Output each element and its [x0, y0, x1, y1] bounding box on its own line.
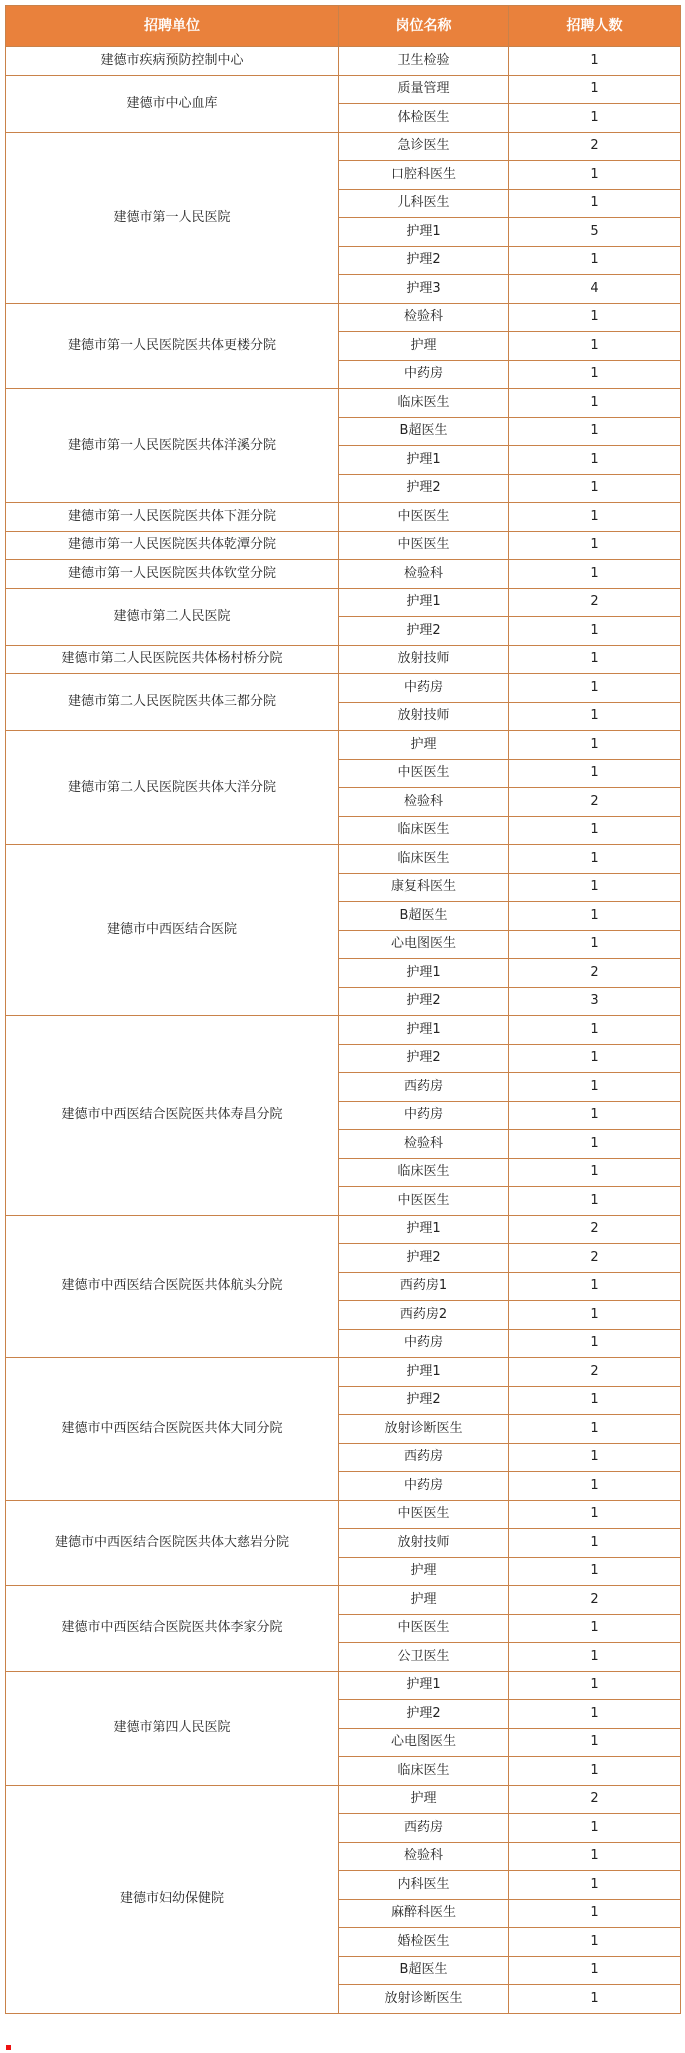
headcount-cell: 1	[509, 1614, 681, 1643]
position-name-cell: 西药房2	[339, 1301, 509, 1330]
position-name-cell: 临床医生	[339, 1158, 509, 1187]
headcount-cell: 1	[509, 1871, 681, 1900]
position-name-cell: 中药房	[339, 674, 509, 703]
position-name-cell: 口腔科医生	[339, 161, 509, 190]
headcount-cell: 1	[509, 1158, 681, 1187]
position-name-cell: 康复科医生	[339, 873, 509, 902]
unit-name-cell: 建德市中西医结合医院医共体大慈岩分院	[6, 1500, 339, 1586]
headcount-cell: 1	[509, 1073, 681, 1102]
headcount-cell: 1	[509, 360, 681, 389]
headcount-cell: 1	[509, 446, 681, 475]
table-row	[6, 1586, 681, 1615]
table-row	[6, 47, 681, 76]
table-row	[6, 303, 681, 332]
position-name-cell: 护理3	[339, 275, 509, 304]
headcount-cell: 2	[509, 1586, 681, 1615]
unit-name-cell: 建德市中心血库	[6, 75, 339, 132]
headcount-cell: 2	[509, 588, 681, 617]
headcount-cell: 1	[509, 1529, 681, 1558]
headcount-cell: 1	[509, 645, 681, 674]
table-row	[6, 531, 681, 560]
headcount-cell: 1	[509, 1500, 681, 1529]
headcount-cell: 1	[509, 1814, 681, 1843]
unit-name-cell: 建德市第四人民医院	[6, 1671, 339, 1785]
headcount-cell: 1	[509, 873, 681, 902]
position-name-cell: 护理1	[339, 1358, 509, 1387]
headcount-cell: 1	[509, 1044, 681, 1073]
headcount-cell: 1	[509, 1956, 681, 1985]
position-name-cell: 护理1	[339, 588, 509, 617]
table-row	[6, 389, 681, 418]
headcount-cell: 1	[509, 75, 681, 104]
unit-name-cell: 建德市中西医结合医院医共体大同分院	[6, 1358, 339, 1501]
position-name-cell: 放射技师	[339, 645, 509, 674]
position-name-cell: 护理2	[339, 1386, 509, 1415]
position-name-cell: 中医医生	[339, 759, 509, 788]
headcount-cell: 1	[509, 474, 681, 503]
unit-name-cell: 建德市第二人民医院	[6, 588, 339, 645]
headcount-cell: 2	[509, 1244, 681, 1273]
unit-name-cell: 建德市中西医结合医院医共体李家分院	[6, 1586, 339, 1672]
headcount-cell: 1	[509, 845, 681, 874]
headcount-cell: 1	[509, 560, 681, 589]
position-name-cell: B超医生	[339, 902, 509, 931]
position-name-cell: 护理2	[339, 1044, 509, 1073]
position-name-cell: 内科医生	[339, 1871, 509, 1900]
table-row	[6, 588, 681, 617]
headcount-cell: 1	[509, 503, 681, 532]
position-name-cell: 中医医生	[339, 503, 509, 532]
headcount-cell: 1	[509, 816, 681, 845]
headcount-cell: 1	[509, 1643, 681, 1672]
position-name-cell: 心电图医生	[339, 930, 509, 959]
table-row	[6, 1016, 681, 1045]
unit-name-cell: 建德市第一人民医院医共体更楼分院	[6, 303, 339, 389]
table-row	[6, 75, 681, 104]
headcount-cell: 1	[509, 531, 681, 560]
headcount-cell: 4	[509, 275, 681, 304]
position-name-cell: 护理1	[339, 218, 509, 247]
position-name-cell: 护理2	[339, 1700, 509, 1729]
headcount-cell: 1	[509, 1985, 681, 2014]
headcount-cell: 1	[509, 1101, 681, 1130]
headcount-cell: 1	[509, 1728, 681, 1757]
headcount-cell: 1	[509, 702, 681, 731]
headcount-cell: 1	[509, 1272, 681, 1301]
unit-name-cell: 建德市中西医结合医院	[6, 845, 339, 1016]
position-name-cell: 临床医生	[339, 845, 509, 874]
position-name-cell: 护理	[339, 332, 509, 361]
position-name-cell: 临床医生	[339, 1757, 509, 1786]
headcount-cell: 2	[509, 132, 681, 161]
position-name-cell: 放射技师	[339, 1529, 509, 1558]
headcount-cell: 2	[509, 1358, 681, 1387]
table-body	[6, 47, 681, 2014]
position-name-cell: 检验科	[339, 560, 509, 589]
position-name-cell: 检验科	[339, 1130, 509, 1159]
headcount-cell: 1	[509, 617, 681, 646]
unit-name-cell: 建德市妇幼保健院	[6, 1785, 339, 2013]
headcount-cell: 1	[509, 1443, 681, 1472]
position-name-cell: 西药房	[339, 1443, 509, 1472]
headcount-cell: 1	[509, 1700, 681, 1729]
headcount-cell: 1	[509, 417, 681, 446]
unit-name-cell: 建德市第一人民医院医共体钦堂分院	[6, 560, 339, 589]
table-row	[6, 1215, 681, 1244]
position-name-cell: 护理1	[339, 1215, 509, 1244]
position-name-cell: 护理	[339, 1586, 509, 1615]
headcount-cell: 1	[509, 1472, 681, 1501]
headcount-cell: 1	[509, 1928, 681, 1957]
headcount-cell: 1	[509, 759, 681, 788]
header-position: 岗位名称	[339, 6, 509, 47]
position-name-cell: 护理2	[339, 617, 509, 646]
headcount-cell: 1	[509, 1415, 681, 1444]
table-row	[6, 503, 681, 532]
headcount-cell: 1	[509, 104, 681, 133]
position-name-cell: 心电图医生	[339, 1728, 509, 1757]
unit-name-cell: 建德市第一人民医院	[6, 132, 339, 303]
headcount-cell: 1	[509, 1557, 681, 1586]
position-name-cell: 护理1	[339, 1016, 509, 1045]
position-name-cell: 中医医生	[339, 1614, 509, 1643]
headcount-cell: 2	[509, 959, 681, 988]
headcount-cell: 1	[509, 246, 681, 275]
position-name-cell: 中药房	[339, 1101, 509, 1130]
unit-name-cell: 建德市中西医结合医院医共体寿昌分院	[6, 1016, 339, 1216]
position-name-cell: 护理2	[339, 987, 509, 1016]
unit-name-cell: 建德市第二人民医院医共体杨村桥分院	[6, 645, 339, 674]
table-row	[6, 845, 681, 874]
position-name-cell: 放射技师	[339, 702, 509, 731]
headcount-cell: 1	[509, 389, 681, 418]
position-name-cell: 检验科	[339, 303, 509, 332]
headcount-cell: 1	[509, 1671, 681, 1700]
position-name-cell: 临床医生	[339, 816, 509, 845]
headcount-cell: 2	[509, 788, 681, 817]
position-name-cell: 中医医生	[339, 1187, 509, 1216]
position-name-cell: 儿科医生	[339, 189, 509, 218]
unit-name-cell: 建德市第二人民医院医共体三都分院	[6, 674, 339, 731]
position-name-cell: 护理2	[339, 246, 509, 275]
position-name-cell: 护理1	[339, 446, 509, 475]
recruitment-table	[5, 5, 681, 2014]
position-name-cell: 西药房	[339, 1814, 509, 1843]
position-name-cell: 西药房1	[339, 1272, 509, 1301]
table-row	[6, 1500, 681, 1529]
table-row	[6, 1785, 681, 1814]
position-name-cell: 护理2	[339, 1244, 509, 1273]
unit-name-cell: 建德市第一人民医院医共体乾潭分院	[6, 531, 339, 560]
red-mark	[6, 2045, 11, 2050]
headcount-cell: 1	[509, 1130, 681, 1159]
headcount-cell: 1	[509, 189, 681, 218]
position-name-cell: 公卫医生	[339, 1643, 509, 1672]
position-name-cell: 麻醉科医生	[339, 1899, 509, 1928]
table-row	[6, 1358, 681, 1387]
headcount-cell: 1	[509, 47, 681, 76]
position-name-cell: 体检医生	[339, 104, 509, 133]
position-name-cell: 检验科	[339, 1842, 509, 1871]
position-name-cell: 急诊医生	[339, 132, 509, 161]
position-name-cell: 中药房	[339, 1472, 509, 1501]
position-name-cell: 护理1	[339, 959, 509, 988]
table-row	[6, 560, 681, 589]
headcount-cell: 2	[509, 1785, 681, 1814]
headcount-cell: 5	[509, 218, 681, 247]
headcount-cell: 1	[509, 161, 681, 190]
position-name-cell: 护理	[339, 1557, 509, 1586]
headcount-cell: 1	[509, 1386, 681, 1415]
table-row	[6, 132, 681, 161]
position-name-cell: 临床医生	[339, 389, 509, 418]
headcount-cell: 1	[509, 1301, 681, 1330]
position-name-cell: 放射诊断医生	[339, 1415, 509, 1444]
headcount-cell: 1	[509, 1757, 681, 1786]
position-name-cell: 中医医生	[339, 1500, 509, 1529]
table-row	[6, 1671, 681, 1700]
headcount-cell: 1	[509, 332, 681, 361]
unit-name-cell: 建德市中西医结合医院医共体航头分院	[6, 1215, 339, 1358]
position-name-cell: 检验科	[339, 788, 509, 817]
table-row	[6, 731, 681, 760]
headcount-cell: 1	[509, 1842, 681, 1871]
table-row	[6, 645, 681, 674]
table-header-row	[6, 6, 681, 47]
headcount-cell: 2	[509, 1215, 681, 1244]
header-unit: 招聘单位	[6, 6, 339, 47]
headcount-cell: 3	[509, 987, 681, 1016]
position-name-cell: B超医生	[339, 1956, 509, 1985]
position-name-cell: 放射诊断医生	[339, 1985, 509, 2014]
headcount-cell: 1	[509, 1016, 681, 1045]
unit-name-cell: 建德市疾病预防控制中心	[6, 47, 339, 76]
unit-name-cell: 建德市第一人民医院医共体下涯分院	[6, 503, 339, 532]
headcount-cell: 1	[509, 303, 681, 332]
position-name-cell: 护理	[339, 1785, 509, 1814]
headcount-cell: 1	[509, 1899, 681, 1928]
position-name-cell: 护理1	[339, 1671, 509, 1700]
headcount-cell: 1	[509, 731, 681, 760]
headcount-cell: 1	[509, 1187, 681, 1216]
position-name-cell: 质量管理	[339, 75, 509, 104]
position-name-cell: 中药房	[339, 1329, 509, 1358]
header-count: 招聘人数	[509, 6, 681, 47]
position-name-cell: 护理	[339, 731, 509, 760]
unit-name-cell: 建德市第一人民医院医共体洋溪分院	[6, 389, 339, 503]
position-name-cell: 婚检医生	[339, 1928, 509, 1957]
table-row	[6, 674, 681, 703]
position-name-cell: 卫生检验	[339, 47, 509, 76]
headcount-cell: 1	[509, 674, 681, 703]
position-name-cell: 中医医生	[339, 531, 509, 560]
position-name-cell: 中药房	[339, 360, 509, 389]
position-name-cell: B超医生	[339, 417, 509, 446]
position-name-cell: 西药房	[339, 1073, 509, 1102]
headcount-cell: 1	[509, 930, 681, 959]
headcount-cell: 1	[509, 1329, 681, 1358]
headcount-cell: 1	[509, 902, 681, 931]
position-name-cell: 护理2	[339, 474, 509, 503]
unit-name-cell: 建德市第二人民医院医共体大洋分院	[6, 731, 339, 845]
